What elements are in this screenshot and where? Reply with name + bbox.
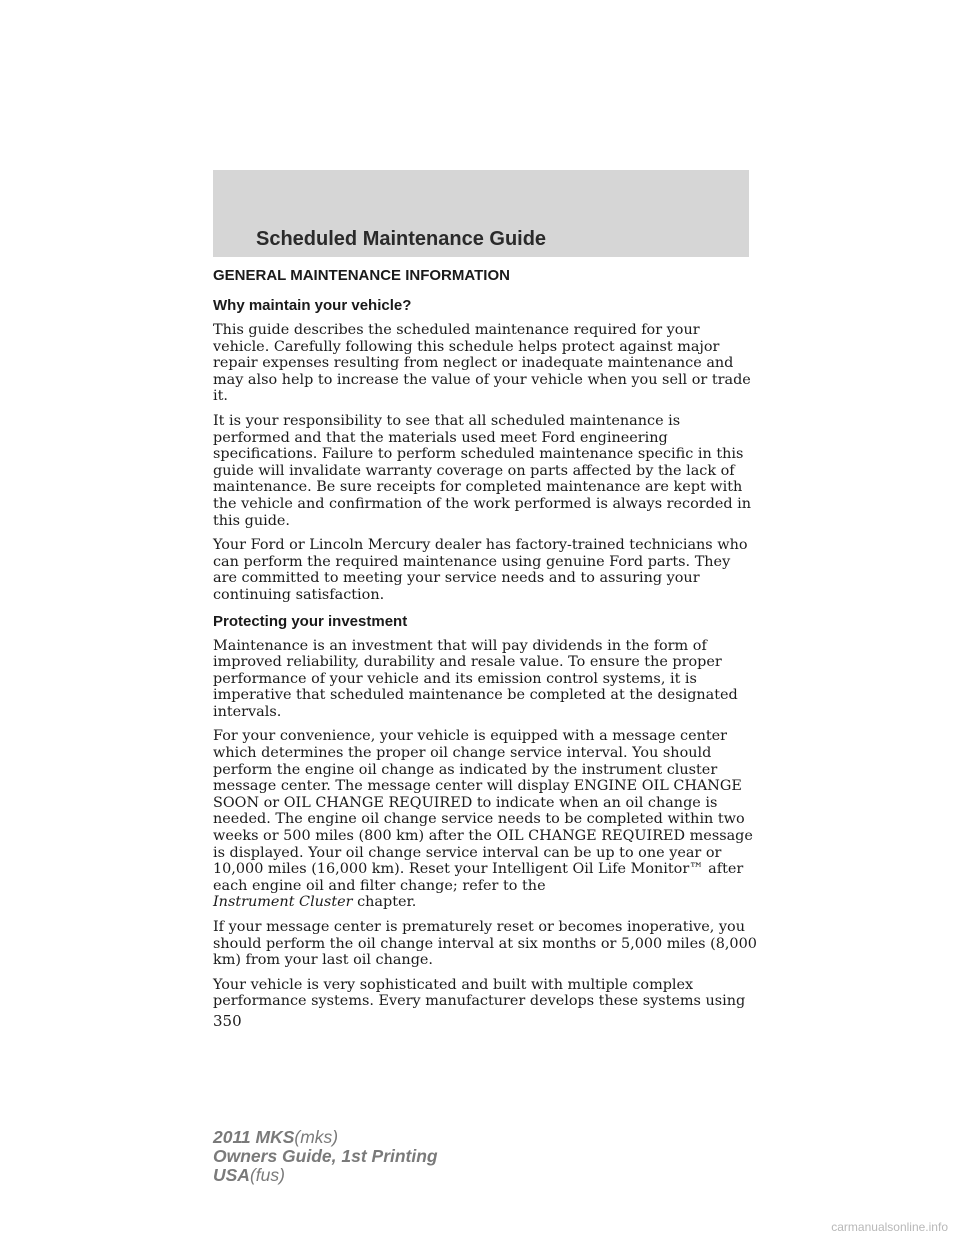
- chapter-suffix: chapter.: [357, 894, 417, 911]
- paragraph-7: Your vehicle is very sophisticated and built with multiple complex performance systems. Every manufacturer develops these systems using: [213, 976, 746, 1010]
- paragraph-5-text: For your convenience, your vehicle is equipped with a message center which determines the proper oil change service interval. You should perform the engine oil change as indicated by the instrument cluster message center. The message center will display ENGINE OIL CHANGE SOON or OIL CHANGE REQUIRED to indicate when an oil change is needed. The engine oil change service needs to be completed within two weeks or 500 miles (800 km) after the OIL CHANGE REQUIRED message is displayed. Your oil change service interval can be up to one year or 10,000 miles (16,000 km). Reset your Intelligent Oil Life Monitor™ after each engine oil and filter change; refer to the: [213, 728, 753, 894]
- chapter-reference-link[interactable]: Instrument Cluster: [213, 894, 353, 911]
- paragraph-4: Maintenance is an investment that will pay dividends in the form of improved reliability, durability and resale value. To ensure the proper performance of your vehicle and its emission control systems, it is imperative that scheduled maintenance be completed at the designated intervals.: [213, 637, 738, 720]
- paragraph-1: This guide describes the scheduled maintenance required for your vehicle. Carefully following this schedule helps protect against major repair expenses resulting from neglect or inadequate maintenance and may also help to increase the value of your vehicle when you sell or trade it.: [213, 322, 751, 405]
- paragraph-6: If your message center is prematurely reset or becomes inoperative, you should perform the oil change interval at six months or 5,000 miles (8,000 km) from your last oil change.: [213, 919, 757, 969]
- subheading-why-maintain: Why maintain your vehicle?: [213, 297, 412, 314]
- page-content: [213, 266, 758, 1030]
- page-number: 350: [213, 1011, 242, 1030]
- watermark: carmanualsonline.info: [831, 1220, 948, 1234]
- footer-model: 2011 MKS: [213, 1127, 295, 1147]
- paragraph-3: Your Ford or Lincoln Mercury dealer has factory-trained technicians who can perform the required maintenance using genuine Ford parts. They are committed to meeting your service needs and to assuring your continuing satisfaction.: [213, 537, 748, 603]
- paragraph-2: It is your responsibility to see that all scheduled maintenance is performed and that the materials used meet Ford engineering specifications. Failure to perform scheduled maintenance specific in this guide will invalidate warranty coverage on parts affected by the lack of maintenance. Be sure receipts for completed maintenance are kept with the vehicle and confirmation of the work performed is always recorded in this guide.: [213, 412, 752, 529]
- paragraph-5: [213, 728, 758, 911]
- section-heading: GENERAL MAINTENANCE INFORMATION: [213, 267, 510, 284]
- subheading-protecting-investment: Protecting your investment: [213, 612, 408, 630]
- footer-guide: Owners Guide, 1st Printing: [213, 1146, 438, 1166]
- footer-market-code: (fus): [249, 1165, 285, 1185]
- section-header-title: Scheduled Maintenance Guide: [256, 228, 547, 250]
- footer-market: USA: [213, 1165, 250, 1185]
- footer-model-code: (mks): [294, 1127, 339, 1147]
- section-header-band: [213, 170, 749, 257]
- print-footer: [213, 1128, 438, 1185]
